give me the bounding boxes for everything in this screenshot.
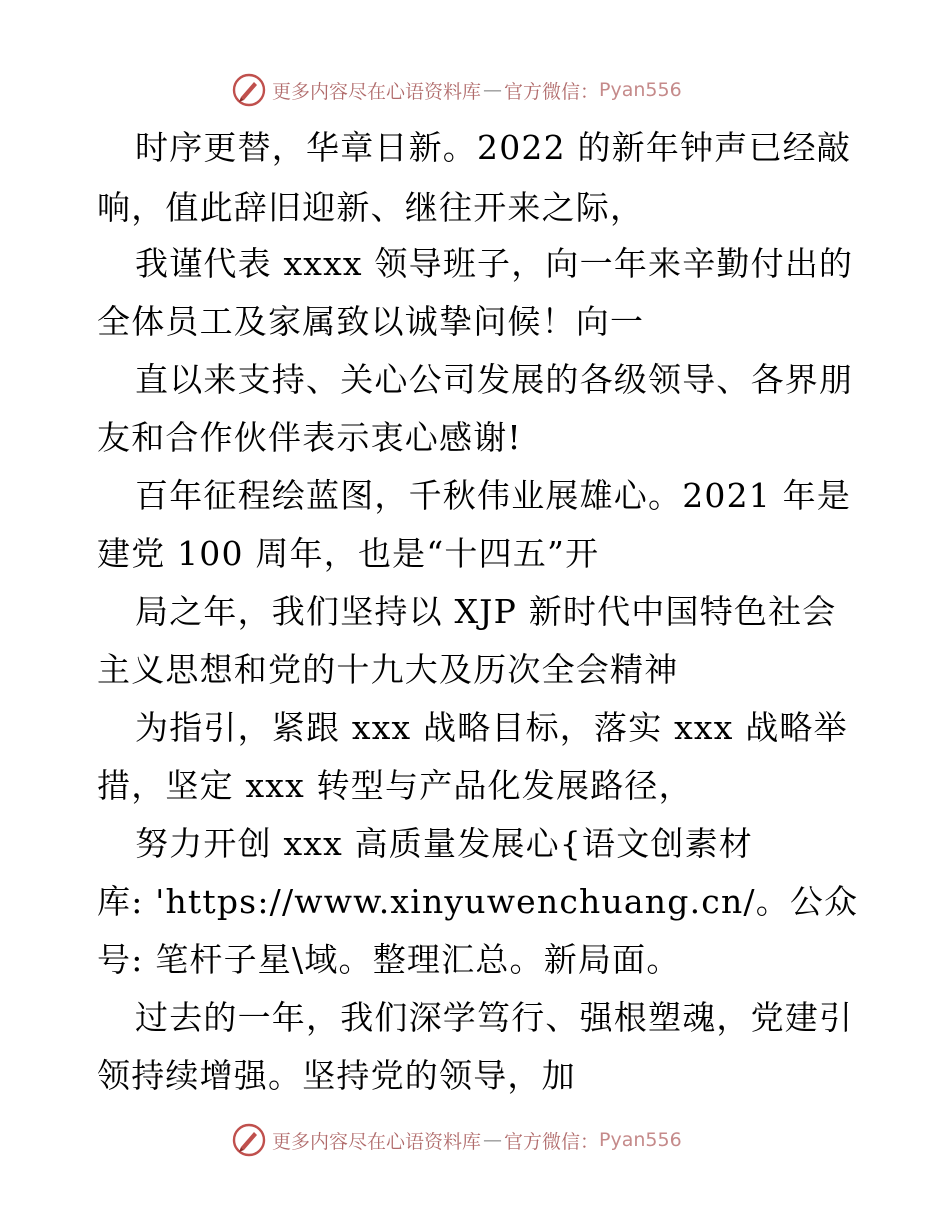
watermark-site-text: 更多内容尽在心语资料库 <box>272 1130 482 1153</box>
watermark-wechat-label: 官方微信： <box>504 1130 600 1153</box>
watermark-wechat-id: Pyan556 <box>599 79 682 101</box>
body-line: 过去的一年，我们深学笃行、强根塑魂，党建引 <box>135 998 854 1037</box>
watermark-dash: — <box>483 79 503 101</box>
logo-icon <box>232 1123 266 1157</box>
body-line: 为指引，紧跟 xxx 战略目标，落实 xxx 战略举 <box>135 708 848 747</box>
watermark-site-text: 更多内容尽在心语资料库 <box>272 80 482 103</box>
body-line: 百年征程绘蓝图，千秋伟业展雄心。2021 年是 <box>135 476 852 515</box>
watermark-wechat-label: 官方微信： <box>504 80 600 103</box>
body-line: 直以来支持、关心公司发展的各级领导、各界朋 <box>135 360 854 399</box>
body-line: 友和合作伙伴表示衷心感谢! <box>97 418 522 457</box>
body-line: 努力开创 xxx 高质量发展心{语文创素材 <box>135 824 754 863</box>
body-line: 号: 笔杆子星\域。整理汇总。新局面。 <box>97 940 681 979</box>
body-line: 局之年，我们坚持以 XJP 新时代中国特色社会 <box>135 592 837 631</box>
body-line: 主义思想和党的十九大及历次全会精神 <box>97 650 679 689</box>
body-line: 库: 'https://www.xinyuwenchuang.cn/。公众 <box>97 882 859 921</box>
header-watermark <box>232 70 682 110</box>
body-line: 措，坚定 xxx 转型与产品化发展路径， <box>97 766 693 805</box>
body-line: 我谨代表 xxxx 领导班子，向一年来辛勤付出的 <box>135 244 854 283</box>
body-line: 建党 100 周年，也是“十四五”开 <box>97 534 600 573</box>
body-line: 领持续增强。坚持党的领导，加 <box>97 1056 576 1095</box>
body-line: 响，值此辞旧迎新、继往开来之际， <box>97 188 645 227</box>
logo-icon <box>232 73 266 107</box>
body-line: 时序更替，华章日新。2022 的新年钟声已经敲 <box>135 128 852 167</box>
footer-watermark <box>232 1120 682 1160</box>
watermark-dash: — <box>483 1129 503 1151</box>
watermark-wechat-id: Pyan556 <box>599 1129 682 1151</box>
body-line: 全体员工及家属致以诚挚问候！向一 <box>97 302 645 341</box>
